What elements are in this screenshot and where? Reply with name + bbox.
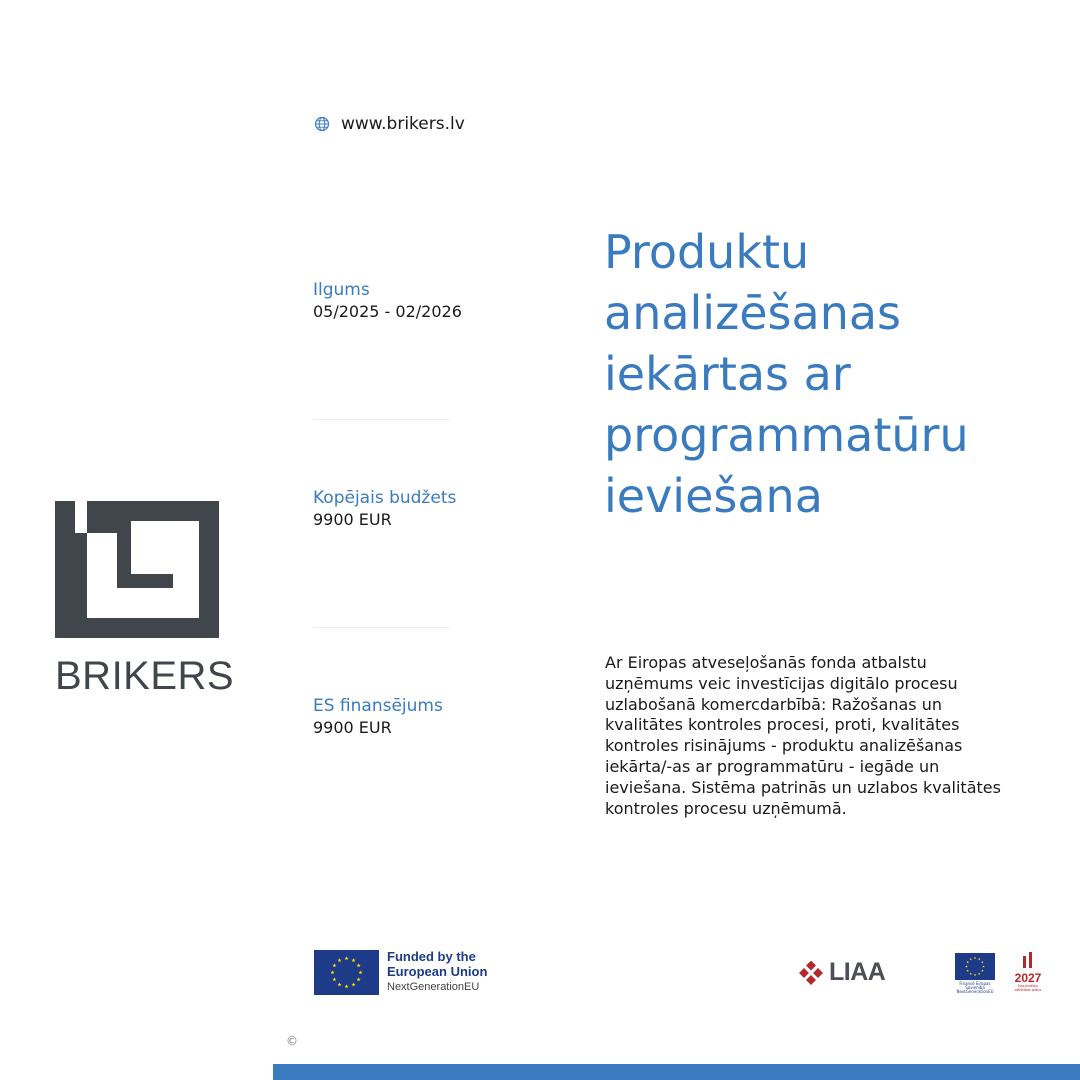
website-url[interactable]: www.brikers.lv: [341, 114, 465, 134]
globe-icon: [314, 116, 330, 132]
brikers-logo: [55, 501, 235, 698]
eu-funded-line3: NextGenerationEU: [387, 981, 480, 993]
eu-funded-line1: Funded by the: [387, 949, 476, 964]
small-eu-logo: [955, 953, 995, 994]
divider: [313, 627, 449, 628]
copyright: ©: [286, 1034, 298, 1048]
fact-value: 05/2025 - 02/2026: [313, 302, 462, 321]
liaa-logo: [799, 958, 885, 987]
plan-year: 2027: [1014, 971, 1042, 985]
project-title: Produktu analizēšanas iekārtas ar programmatūru ieviešana: [604, 225, 969, 523]
website-link[interactable]: [314, 114, 465, 134]
bottom-accent-bar: [273, 1064, 1080, 1080]
liaa-diamonds-icon: [799, 961, 823, 985]
plan-bars-icon: [1021, 952, 1035, 968]
divider: [313, 419, 449, 420]
fact-value: 9900 EUR: [313, 510, 392, 529]
plan-2027-logo: [1011, 952, 1045, 992]
brikers-logo-mark: [55, 501, 219, 638]
eu-funded-line2: European Union: [387, 964, 488, 979]
fact-label: ES finansējums: [313, 696, 443, 716]
fact-duration: [313, 280, 462, 322]
fact-value: 9900 EUR: [313, 718, 392, 737]
plan-text: Nacionālais attīstības plāns: [1014, 984, 1042, 992]
fact-label: Ilgums: [313, 280, 370, 300]
small-eu-flag-icon: [955, 953, 995, 980]
small-eu-text: Finansē Eiropas Savienība NextGenerationEU: [956, 981, 994, 994]
brand-name: BRIKERS: [55, 654, 235, 698]
eu-flag-icon: [314, 950, 379, 995]
liaa-text: LIAA: [829, 958, 886, 986]
fact-eu-funding: [313, 696, 443, 738]
eu-funded-logo: [314, 949, 487, 995]
fact-label: Kopējais budžets: [313, 488, 457, 508]
project-description: Ar Eiropas atveseļošanās fonda atbalstu uzņēmums veic investīcijas digitālo procesu uzlabošanā komercdarbībā: Ražošanas un kvalitātes kontroles procesi, proti, kvalitātes kontroles risinājums - produktu analizēšanas iekārta/-as ar programmatūru - iegāde un ieviešana. Sistēma patrinās un uzlabos kvalitātes kontroles procesu uzņēmumā.: [605, 653, 1001, 818]
fact-total-budget: [313, 488, 456, 530]
